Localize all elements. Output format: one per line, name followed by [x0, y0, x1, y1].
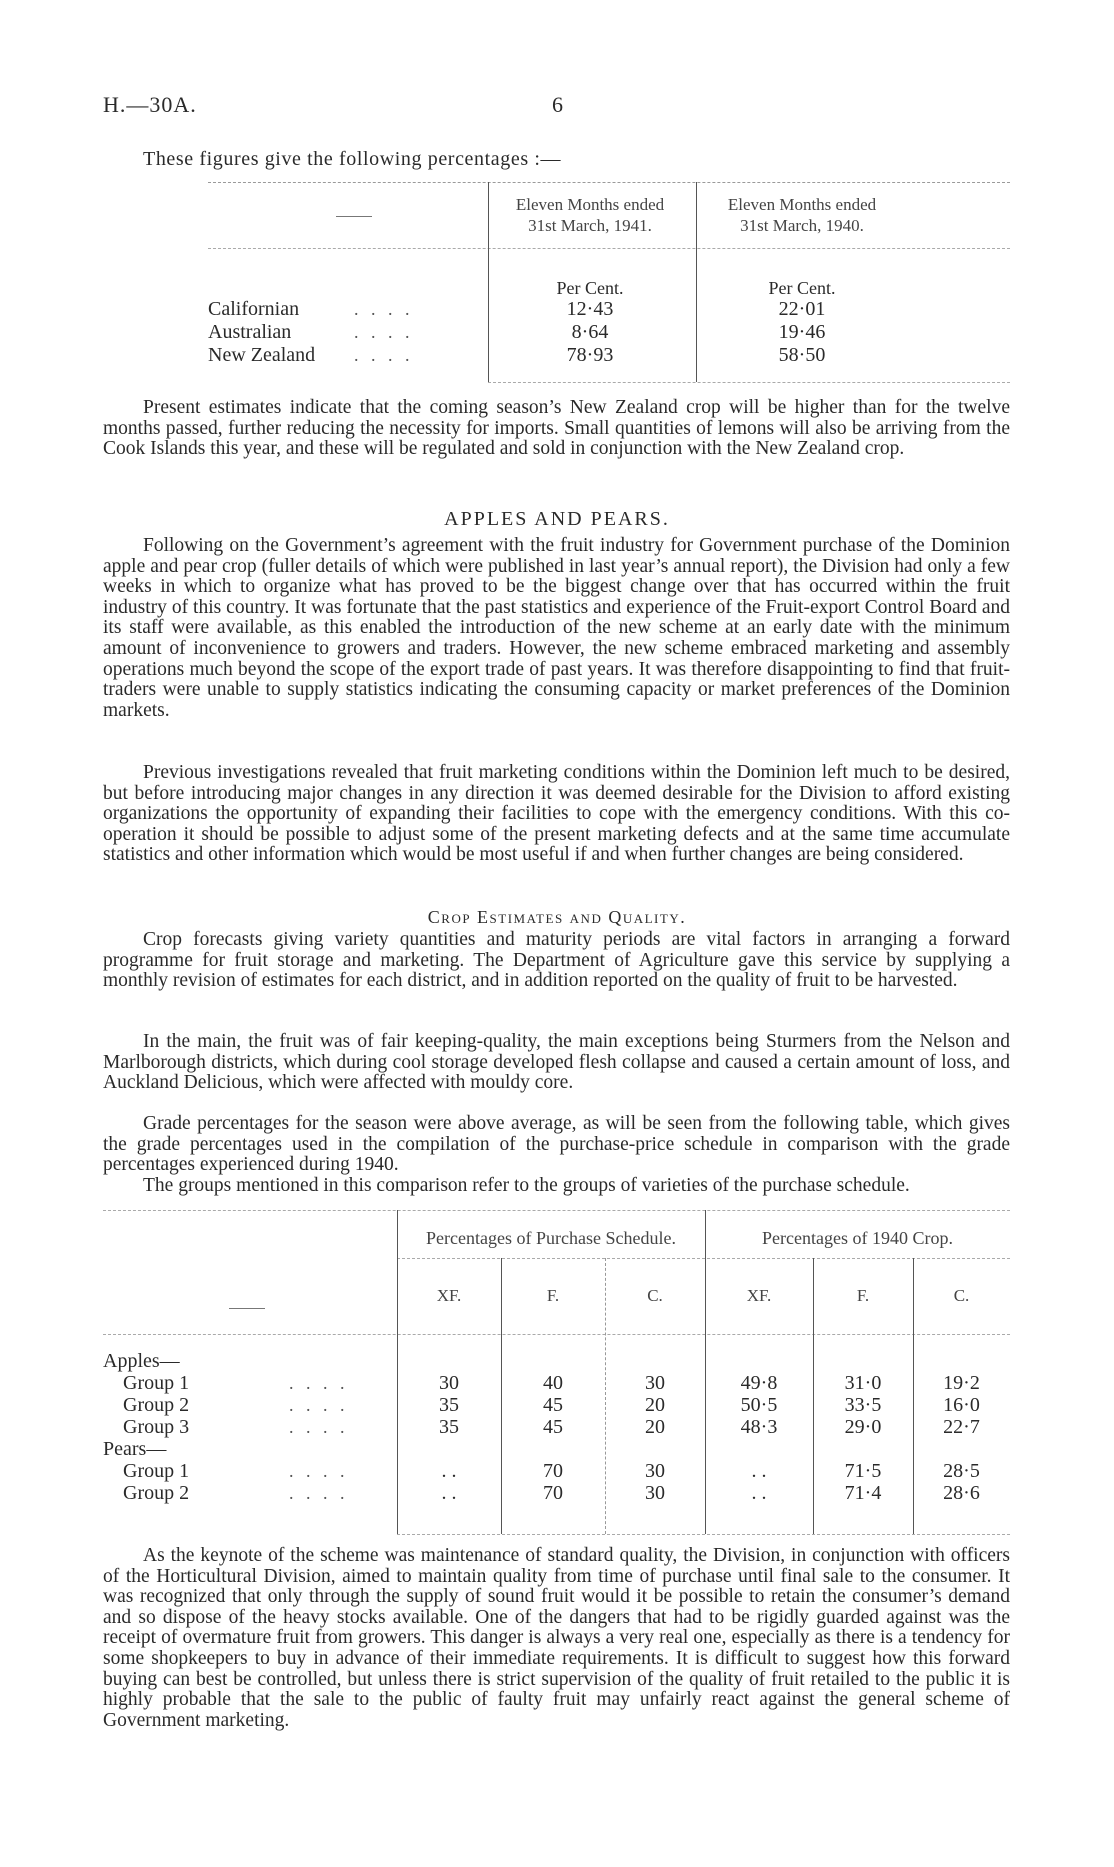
column-header-1941: Eleven Months ended 31st March, 1941.: [515, 195, 665, 235]
paragraph-quality-keynote: As the keynote of the scheme was maintenance of standard quality, the Division, in conjunction with officers of the Horticultural Division, aimed to maintain quality from time of purchase until final sale to the consumer. It was recognized that only through the supply of sound fruit would it be possible to retain the consumer’s demand and so dispose of the heavy stocks available. One of the dangers that had to be rigidly guarded against was the receipt of overmature fruit from growers. This danger is always a very real one, especially as there is a tendency for some shopkeepers to buy in advance of their immediate requirements. It is difficult to suggest how this forward buying can best be controlled, but unless there is strict supervision of the quality of fruit retailed to the public it is highly probable that the sale to the public of faulty fruit may unfairly react against the general scheme of Government marketing.: [103, 1545, 1010, 1731]
document-reference: H.—30A.: [103, 92, 197, 117]
table1-intro: These figures give the following percentages :—: [143, 148, 562, 170]
row-label: Australian: [208, 321, 292, 343]
cell: 28·6: [943, 1482, 980, 1504]
pears-label: Pears—: [103, 1438, 167, 1460]
cell: 70: [543, 1460, 563, 1482]
subheader-xf: XF.: [436, 1286, 462, 1305]
cell: 50·5: [740, 1394, 778, 1416]
row-label: Group 3: [123, 1416, 190, 1438]
leader-dots: . . . .: [289, 1461, 349, 1481]
row-label: Group 2: [123, 1394, 190, 1416]
cell: 33·5: [844, 1394, 882, 1416]
cell: 22·7: [943, 1416, 980, 1438]
cell: 29·0: [844, 1416, 882, 1438]
cell: 28·5: [943, 1460, 980, 1482]
cell: 30: [645, 1482, 665, 1504]
cell: . .: [441, 1460, 457, 1482]
apples-label: Apples—: [103, 1350, 180, 1372]
cell: 35: [439, 1416, 459, 1438]
leader-dots: . . . .: [289, 1417, 349, 1437]
table-rule: [397, 1258, 1010, 1259]
section-heading-crop-estimates: Crop Estimates and Quality.: [427, 907, 687, 927]
blank-header-dash: [229, 1308, 265, 1309]
cell: 30: [645, 1460, 665, 1482]
grade-percentages-table: [103, 1210, 1010, 1504]
value-1940: 22·01: [778, 298, 826, 320]
table-rule: [103, 1334, 1010, 1335]
leader-dots: . . . .: [354, 299, 414, 319]
paragraph-previous-investigations: Previous investigations revealed that fruit marketing conditions within the Dominion left much to be desired, but before introducing major changes in any direction it was deemed desirable for the Division to afford existing organizations the opportunity of expanding their facilities to cope with the emergency conditions. With this co-operation it should be possible to adjust some of the present marketing defects and at the same time accumulate statistics and other information which would be most useful if and when further changes are being considered.: [103, 762, 1010, 866]
group-header-1940-crop: Percentages of 1940 Crop.: [762, 1228, 953, 1248]
cell: 30: [439, 1372, 459, 1394]
cell: 49·8: [740, 1372, 778, 1394]
cell: 20: [645, 1394, 665, 1416]
value-1941: 8·64: [571, 321, 609, 343]
table-rule: [397, 1534, 1010, 1535]
cell: 70: [543, 1482, 563, 1504]
cell: 71·5: [844, 1460, 882, 1482]
group-header-purchase-schedule: Percentages of Purchase Schedule.: [426, 1228, 676, 1248]
cell: 45: [543, 1394, 563, 1416]
leader-dots: . . . .: [289, 1483, 349, 1503]
cell: 19·2: [943, 1372, 980, 1394]
leader-dots: . . . .: [354, 345, 414, 365]
row-label: Group 1: [123, 1372, 190, 1394]
row-label: Californian: [208, 298, 300, 320]
cell: . .: [441, 1482, 457, 1504]
column-divider: [696, 182, 697, 382]
value-1941: 12·43: [566, 298, 614, 320]
section-heading-apples-pears: APPLES AND PEARS.: [444, 508, 670, 530]
cell: 48·3: [740, 1416, 778, 1438]
row-label: Group 2: [123, 1482, 190, 1504]
cell: 40: [543, 1372, 563, 1394]
cell: 71·4: [844, 1482, 882, 1504]
table-rule: [488, 382, 1010, 383]
unit-label: Per Cent.: [768, 278, 836, 298]
subheader-c: C.: [953, 1286, 970, 1305]
cell: 35: [439, 1394, 459, 1416]
table-rule: [208, 248, 1010, 249]
value-1940: 58·50: [778, 344, 826, 366]
cell: . .: [751, 1482, 767, 1504]
paragraph-groups-note: The groups mentioned in this comparison refer to the groups of varieties of the purchase schedule.: [143, 1175, 910, 1196]
paragraph-crop-forecasts: Crop forecasts giving variety quantities and maturity periods are vital factors in arranging a forward programme for fruit storage and marketing. The Department of Agriculture gave this service by supplying a monthly revision of estimates for each district, and in addition reported on the quality of fruit to be harvested.: [103, 929, 1010, 992]
paragraph-government-purchase: Following on the Government’s agreement with the fruit industry for Government purchase of the Dominion apple and pear crop (fuller details of which were published in last year’s annual report), the Division had only a few weeks in which to organize what has proved to be the biggest change over that has occurred within the fruit industry of this country. It was fortunate that the past statistics and experience of the Fruit-export Control Board and its staff were available, as this enabled the introduction of the new scheme at an early date with the minimum amount of inconvenience to growers and traders. However, the new scheme embraced marketing and assembly operations much beyond the scope of the export trade of past years. It was therefore disappointing to find that fruit-traders were unable to supply statistics indicating the consuming capacity or market preferences of the Dominion markets.: [103, 535, 1010, 721]
page-number: 6: [552, 92, 564, 117]
leader-dots: . . . .: [289, 1373, 349, 1393]
citrus-percentages-table: [208, 182, 1010, 382]
cell: 30: [645, 1372, 665, 1394]
value-1940: 19·46: [778, 321, 826, 343]
blank-header-dash: [336, 216, 372, 217]
cell: . .: [751, 1460, 767, 1482]
subheader-f: F.: [856, 1286, 870, 1305]
leader-dots: . . . .: [354, 322, 414, 342]
subheader-f: F.: [546, 1286, 560, 1305]
paragraph-grade-percentages: Grade percentages for the season were above average, as will be seen from the following table, which gives the grade percentages used in the compilation of the purchase-price schedule in comparison with the grade percentages experienced during 1940.: [103, 1113, 1010, 1176]
unit-label: Per Cent.: [556, 278, 624, 298]
row-label: New Zealand: [208, 344, 316, 366]
subheader-xf: XF.: [746, 1286, 772, 1305]
paragraph-keeping-quality: In the main, the fruit was of fair keeping-quality, the main exceptions being Sturmers from the Nelson and Marlborough districts, which during cool storage developed flesh collapse and caused a certain amount of loss, and Auckland Delicious, which were affected with mouldy core.: [103, 1031, 1010, 1094]
column-divider: [488, 182, 489, 382]
cell: 45: [543, 1416, 563, 1438]
table-rule: [208, 182, 1010, 183]
cell: 16·0: [943, 1394, 980, 1416]
paragraph-lemons: Present estimates indicate that the coming season’s New Zealand crop will be higher than for the twelve months passed, further reducing the necessity for imports. Small quantities of lemons will also be arriving from the Cook Islands this year, and these will be regulated and sold in conjunction with the New Zealand crop.: [103, 397, 1010, 460]
subheader-c: C.: [647, 1286, 663, 1305]
row-label: Group 1: [123, 1460, 190, 1482]
value-1941: 78·93: [566, 344, 614, 366]
cell: 20: [645, 1416, 665, 1438]
leader-dots: . . . .: [289, 1395, 349, 1415]
table-rule: [103, 1210, 1010, 1211]
cell: 31·0: [844, 1372, 882, 1394]
column-header-1940: Eleven Months ended 31st March, 1940.: [727, 195, 877, 235]
